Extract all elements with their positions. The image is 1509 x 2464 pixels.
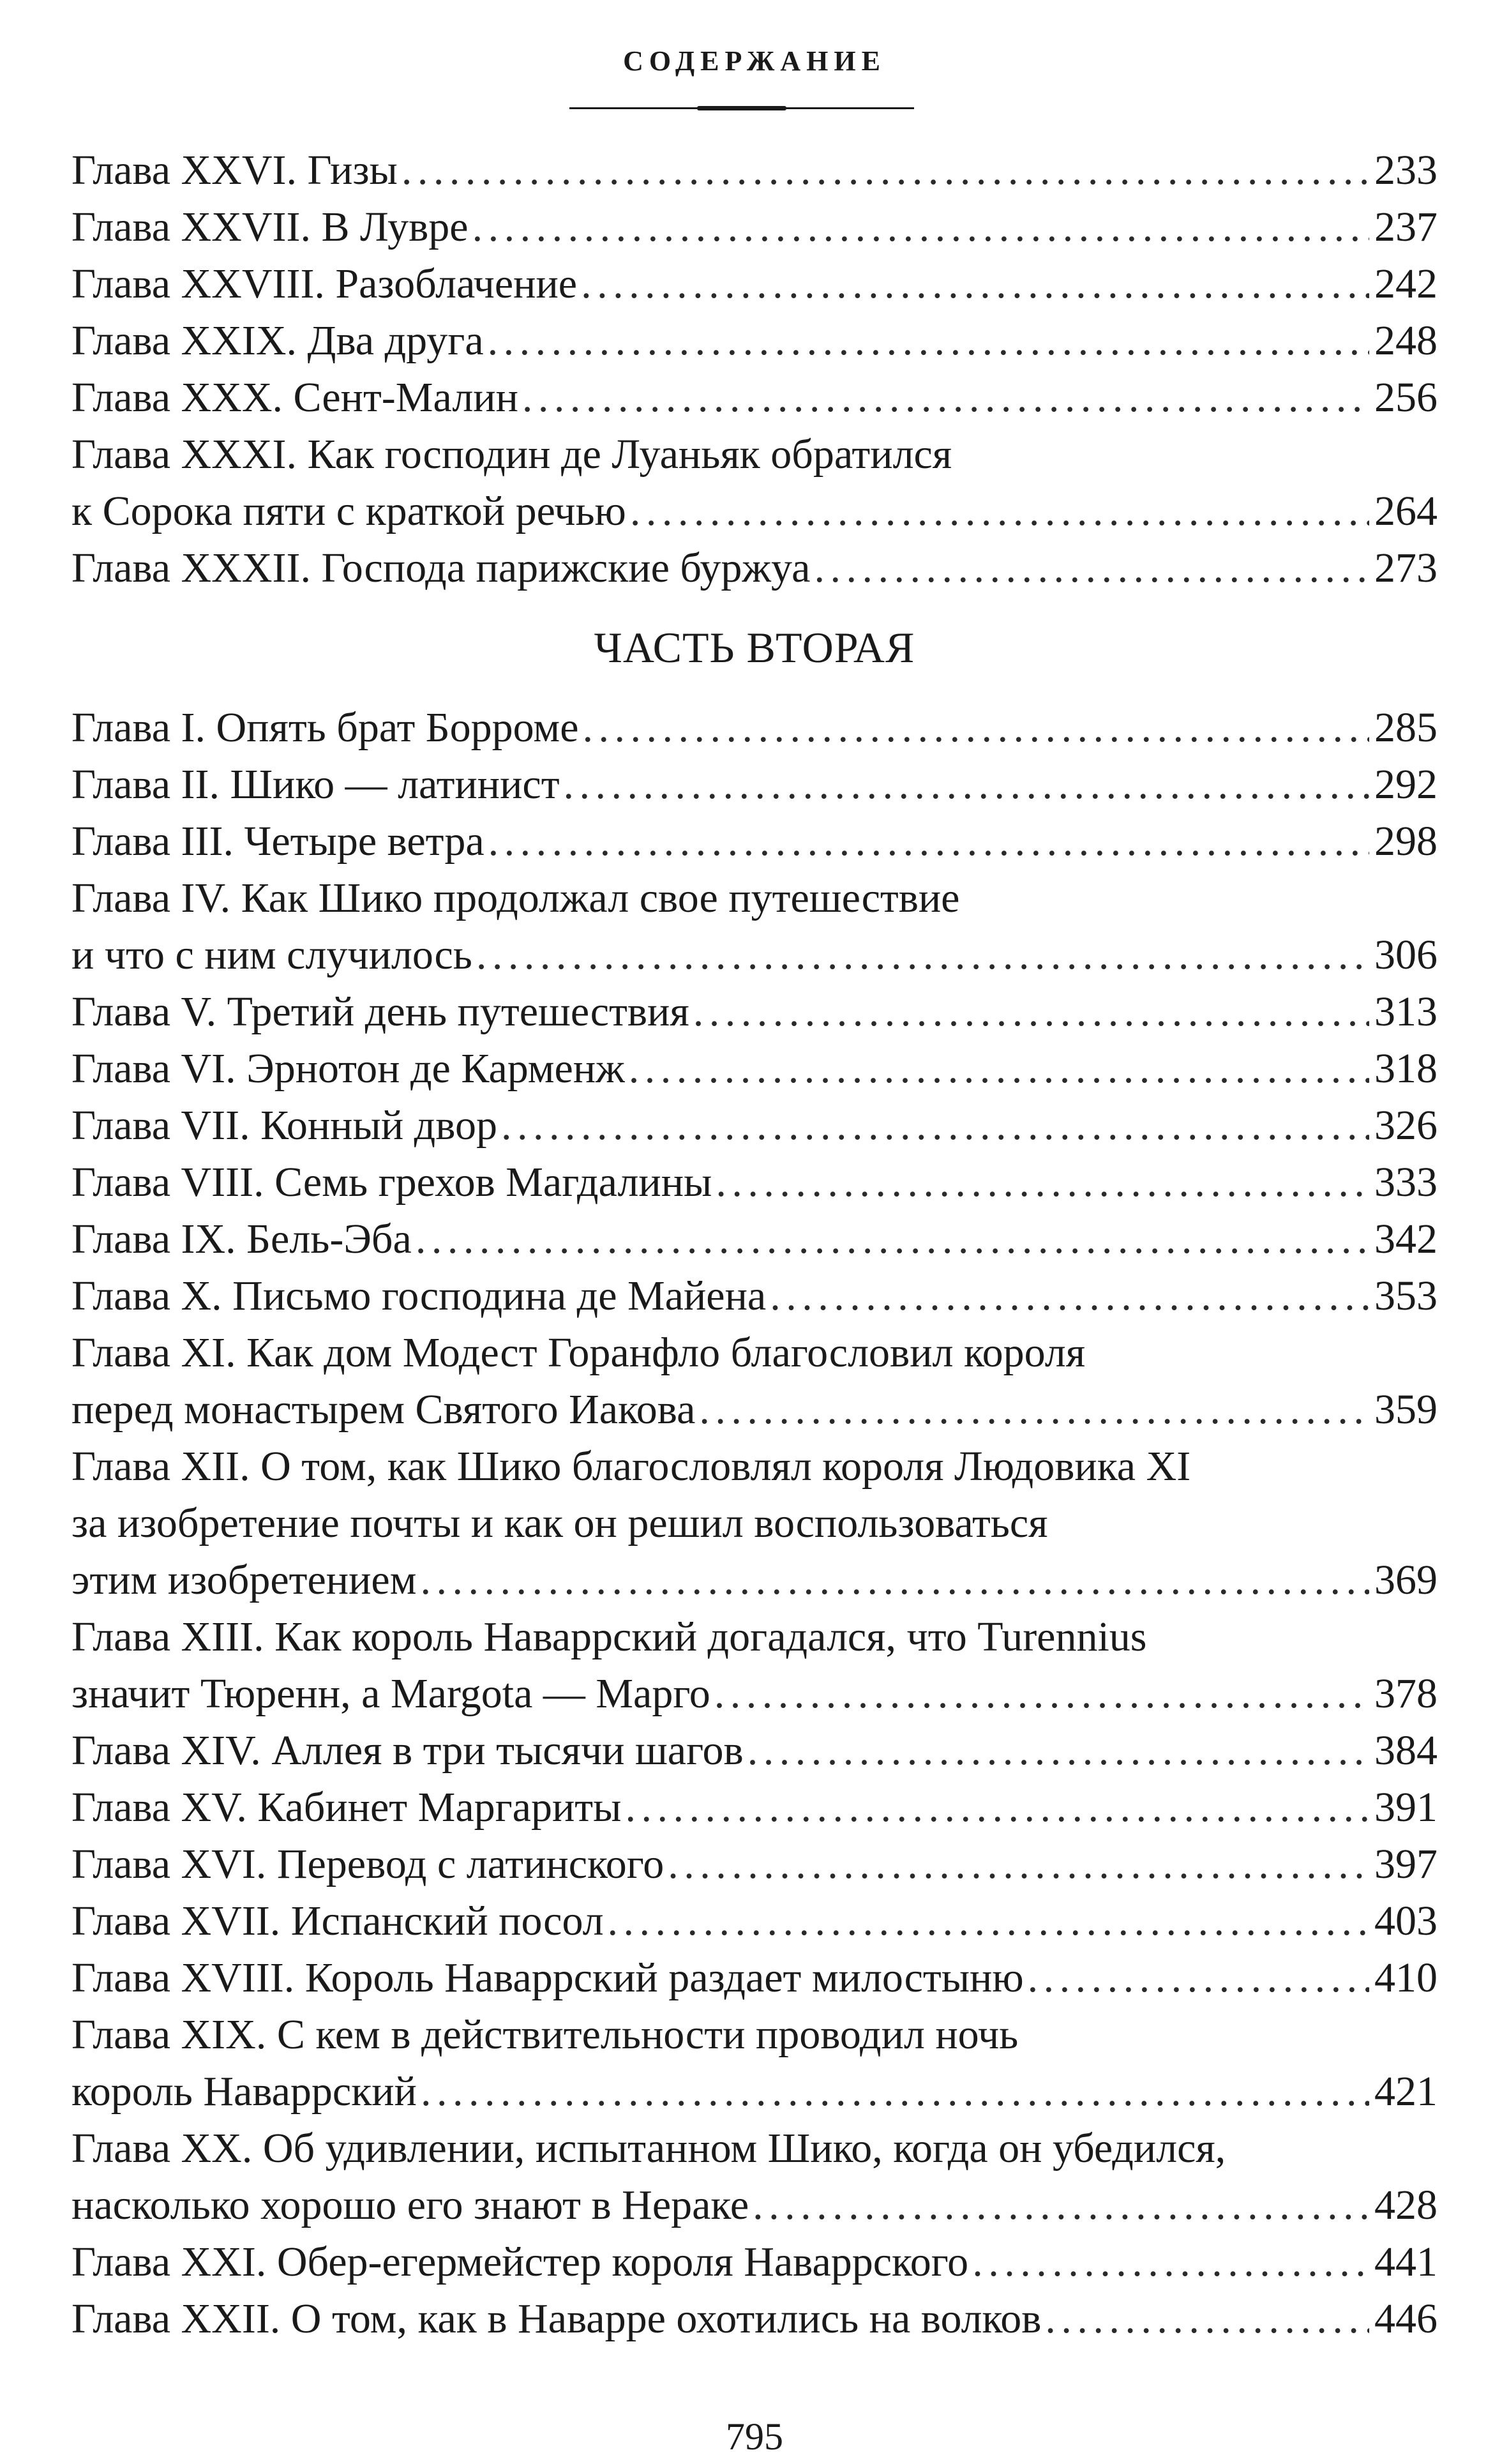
toc-part-two xyxy=(71,699,1438,2347)
toc-entry-line xyxy=(71,2006,1438,2063)
toc-entry-line xyxy=(71,1381,1438,1438)
toc-page-number: 441 xyxy=(1374,2239,1438,2285)
dot-leader xyxy=(420,1552,1369,1608)
toc-page-number: 233 xyxy=(1374,147,1438,193)
toc-entry-line xyxy=(71,699,1438,756)
toc-entry xyxy=(71,983,1438,1040)
toc-entry-title: Глава XIX. С кем в действительности проводил ночь xyxy=(71,2011,1019,2058)
toc-entry-line xyxy=(71,756,1438,813)
toc-entry-title: Глава XIV. Аллея в три тысячи шагов xyxy=(71,1727,744,1774)
toc-entry-title: Глава XXI. Обер-егермейстер короля Наваррского xyxy=(71,2239,969,2285)
book-page xyxy=(71,0,1438,2464)
toc-entry-line xyxy=(71,1893,1438,1949)
toc-entry-line xyxy=(71,870,1438,926)
toc-entry-title: Глава XXX. Сент-Малин xyxy=(71,374,518,421)
toc-page-number: 237 xyxy=(1374,204,1438,250)
toc-page-number: 285 xyxy=(1374,704,1438,751)
toc-entry xyxy=(71,142,1438,199)
toc-entry xyxy=(71,2006,1438,2120)
toc-entry-line xyxy=(71,312,1438,369)
toc-entry-line xyxy=(71,983,1438,1040)
toc-entry xyxy=(71,1608,1438,1722)
toc-entry-line xyxy=(71,1097,1438,1154)
dot-leader xyxy=(582,699,1369,756)
toc-entry-title: Глава XVI. Перевод с латинского xyxy=(71,1841,664,1887)
toc-entry xyxy=(71,2120,1438,2233)
toc-entry xyxy=(71,199,1438,255)
toc-entry xyxy=(71,1211,1438,1267)
dot-leader xyxy=(693,983,1369,1040)
toc-entry xyxy=(71,1154,1438,1211)
dot-leader xyxy=(608,1893,1369,1949)
toc-entry-title: этим изобретением xyxy=(71,1557,417,1603)
toc-entry-title: Глава XXVIII. Разоблачение xyxy=(71,261,578,307)
dot-leader xyxy=(753,2177,1369,2233)
toc-page-number: 273 xyxy=(1374,545,1438,591)
toc-page-number: 384 xyxy=(1374,1727,1438,1774)
toc-entry xyxy=(71,870,1438,983)
toc-page-number: 403 xyxy=(1374,1898,1438,1944)
toc-entry-line xyxy=(71,813,1438,870)
toc-page-number: 242 xyxy=(1374,261,1438,307)
running-head: СОДЕРЖАНИЕ xyxy=(623,45,886,77)
toc-entry-line xyxy=(71,2177,1438,2233)
toc-entry-line xyxy=(71,369,1438,426)
page-number: 795 xyxy=(726,2415,783,2458)
toc-entry-title: насколько хорошо его знают в Нераке xyxy=(71,2182,749,2228)
toc-entry-title: Глава XV. Кабинет Маргариты xyxy=(71,1784,622,1831)
toc-entry xyxy=(71,1893,1438,1949)
dot-leader xyxy=(630,483,1369,540)
toc-entry-line xyxy=(71,1267,1438,1324)
toc-entry xyxy=(71,426,1438,540)
decorative-rule xyxy=(569,107,914,109)
dot-leader xyxy=(472,199,1369,255)
toc-page-number: 359 xyxy=(1374,1386,1438,1433)
toc-entry-title: Глава VIII. Семь грехов Магдалины xyxy=(71,1159,712,1206)
dot-leader xyxy=(625,1779,1369,1836)
part-heading: ЧАСТЬ ВТОРАЯ xyxy=(594,623,915,672)
toc-part-one xyxy=(71,142,1438,596)
toc-entry xyxy=(71,1040,1438,1097)
toc-entry-title: Глава X. Письмо господина де Майена xyxy=(71,1273,767,1319)
dot-leader xyxy=(501,1097,1369,1154)
toc-entry-title: Глава I. Опять брат Борроме xyxy=(71,704,579,751)
dot-leader xyxy=(564,756,1369,813)
toc-page-number: 391 xyxy=(1374,1784,1438,1831)
toc-page-number: 446 xyxy=(1374,2295,1438,2342)
toc-entry xyxy=(71,1836,1438,1893)
toc-entry-title: Глава XXXI. Как господин де Луаньяк обратился xyxy=(71,431,952,478)
toc-entry-title: Глава XXVI. Гизы xyxy=(71,147,398,193)
toc-page-number: 410 xyxy=(1374,1954,1438,2001)
dot-leader xyxy=(416,1211,1369,1267)
toc-page-number: 318 xyxy=(1374,1045,1438,1092)
table-of-contents xyxy=(71,142,1438,2347)
toc-entry-title: значит Тюренн, а Margota — Марго xyxy=(71,1670,710,1717)
dot-leader xyxy=(770,1267,1369,1324)
toc-entry-line xyxy=(71,1438,1438,1495)
toc-entry-title: Глава IX. Бель-Эба xyxy=(71,1216,412,1262)
toc-entry xyxy=(71,1949,1438,2006)
dot-leader xyxy=(716,1154,1369,1211)
dot-leader xyxy=(1045,2290,1369,2347)
dot-leader xyxy=(629,1040,1369,1097)
toc-entry xyxy=(71,369,1438,426)
toc-entry-line xyxy=(71,926,1438,983)
toc-entry-line xyxy=(71,2120,1438,2177)
toc-entry-title: Глава XXII. О том, как в Наварре охотились на волков xyxy=(71,2295,1042,2342)
toc-page-number: 369 xyxy=(1374,1557,1438,1603)
toc-entry-title: Глава VI. Эрнотон де Карменж xyxy=(71,1045,625,1092)
dot-leader xyxy=(402,142,1369,199)
dot-leader xyxy=(747,1722,1369,1779)
toc-entry-title: Глава II. Шико — латинист xyxy=(71,761,560,808)
toc-entry-title: Глава V. Третий день путешествия xyxy=(71,988,689,1035)
toc-page-number: 298 xyxy=(1374,818,1438,865)
toc-page-number: 292 xyxy=(1374,761,1438,808)
toc-entry-line xyxy=(71,1608,1438,1665)
toc-page-number: 428 xyxy=(1374,2182,1438,2228)
toc-page-number: 333 xyxy=(1374,1159,1438,1206)
toc-page-number: 353 xyxy=(1374,1273,1438,1319)
toc-entry-title: Глава XIII. Как король Наваррский догадался, что Turennius xyxy=(71,1614,1147,1660)
toc-entry-line xyxy=(71,1836,1438,1893)
toc-entry-line xyxy=(71,255,1438,312)
toc-entry-title: Глава XI. Как дом Модест Горанфло благословил короля xyxy=(71,1329,1086,1376)
toc-page-number: 397 xyxy=(1374,1841,1438,1887)
dot-leader xyxy=(476,926,1369,983)
toc-entry-title: и что с ним случилось xyxy=(71,932,472,978)
toc-entry-line xyxy=(71,1949,1438,2006)
toc-entry xyxy=(71,1722,1438,1779)
toc-entry xyxy=(71,813,1438,870)
dot-leader xyxy=(421,2063,1369,2120)
dot-leader xyxy=(972,2233,1369,2290)
toc-entry xyxy=(71,2233,1438,2290)
toc-entry xyxy=(71,540,1438,596)
toc-entry xyxy=(71,1779,1438,1836)
toc-entry-title: Глава IV. Как Шико продолжал свое путешествие xyxy=(71,875,960,921)
toc-entry-line xyxy=(71,199,1438,255)
toc-entry-title: Глава VII. Конный двор xyxy=(71,1102,497,1149)
toc-entry-title: Глава III. Четыре ветра xyxy=(71,818,484,865)
dot-leader xyxy=(814,540,1369,596)
toc-page-number: 256 xyxy=(1374,374,1438,421)
toc-entry xyxy=(71,1267,1438,1324)
toc-entry-line xyxy=(71,1552,1438,1608)
dot-leader xyxy=(581,255,1369,312)
toc-entry xyxy=(71,312,1438,369)
toc-entry-line xyxy=(71,1779,1438,1836)
toc-entry-title: Глава XVIII. Король Наваррский раздает милостыню xyxy=(71,1954,1024,2001)
toc-entry-line xyxy=(71,1665,1438,1722)
toc-entry-title: Глава XXVII. В Лувре xyxy=(71,204,469,250)
dot-leader xyxy=(668,1836,1369,1893)
toc-entry-line xyxy=(71,1495,1438,1552)
toc-entry-title: за изобретение почты и как он решил воспользоваться xyxy=(71,1500,1048,1546)
toc-entry-line xyxy=(71,426,1438,483)
toc-entry-title: к Сорока пяти с краткой речью xyxy=(71,488,626,534)
toc-entry-line xyxy=(71,1324,1438,1381)
toc-page-number: 264 xyxy=(1374,488,1438,534)
toc-entry-title: Глава XXIX. Два друга xyxy=(71,317,484,364)
dot-leader xyxy=(714,1665,1369,1722)
toc-entry-title: перед монастырем Святого Иакова xyxy=(71,1386,696,1433)
toc-page-number: 342 xyxy=(1374,1216,1438,1262)
toc-entry xyxy=(71,1438,1438,1608)
toc-page-number: 326 xyxy=(1374,1102,1438,1149)
toc-entry-title: Глава XX. Об удивлении, испытанном Шико, когда он убедился, xyxy=(71,2125,1226,2172)
toc-entry-line xyxy=(71,540,1438,596)
toc-entry-title: Глава XXXII. Господа парижские буржуа xyxy=(71,545,811,591)
toc-page-number: 313 xyxy=(1374,988,1438,1035)
toc-page-number: 248 xyxy=(1374,317,1438,364)
toc-entry xyxy=(71,756,1438,813)
dot-leader xyxy=(699,1381,1369,1438)
toc-page-number: 306 xyxy=(1374,932,1438,978)
toc-entry-title: Глава XVII. Испанский посол xyxy=(71,1898,604,1944)
toc-page-number: 421 xyxy=(1374,2068,1438,2115)
dot-leader xyxy=(488,312,1369,369)
toc-entry xyxy=(71,699,1438,756)
toc-entry-title: Глава XII. О том, как Шико благословлял короля Людовика XI xyxy=(71,1443,1191,1490)
dot-leader xyxy=(488,813,1369,870)
toc-entry xyxy=(71,1324,1438,1438)
toc-entry-line xyxy=(71,2233,1438,2290)
toc-entry-line xyxy=(71,1040,1438,1097)
toc-page-number: 378 xyxy=(1374,1670,1438,1717)
dot-leader xyxy=(1028,1949,1369,2006)
toc-entry-line xyxy=(71,483,1438,540)
toc-entry-line xyxy=(71,1211,1438,1267)
toc-entry-line xyxy=(71,142,1438,199)
toc-entry-line xyxy=(71,1154,1438,1211)
toc-entry xyxy=(71,2290,1438,2347)
dot-leader xyxy=(522,369,1369,426)
toc-entry-line xyxy=(71,2063,1438,2120)
toc-entry-line xyxy=(71,2290,1438,2347)
toc-entry-line xyxy=(71,1722,1438,1779)
toc-entry-title: король Наваррский xyxy=(71,2068,417,2115)
toc-entry xyxy=(71,255,1438,312)
toc-entry xyxy=(71,1097,1438,1154)
